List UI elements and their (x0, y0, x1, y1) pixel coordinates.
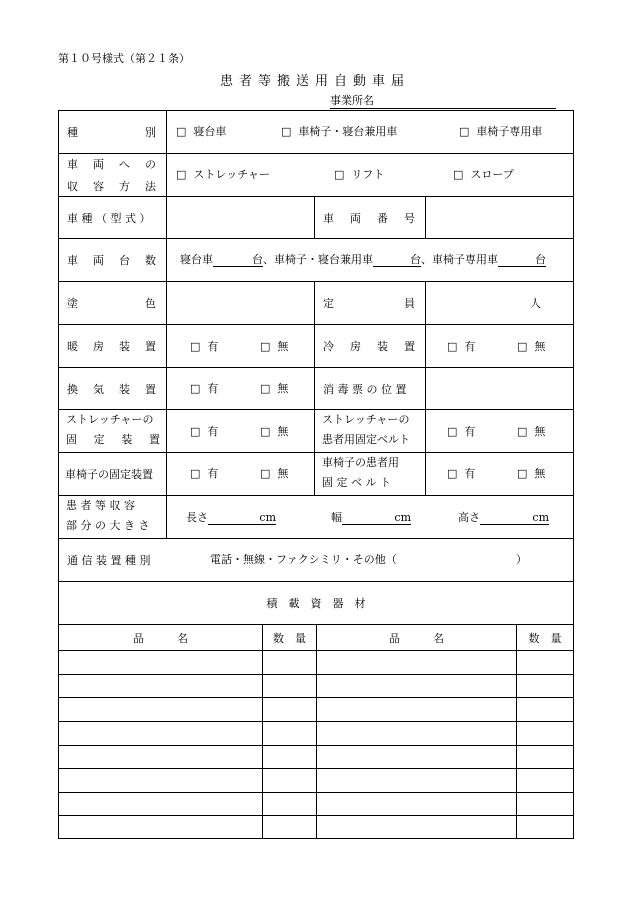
equipment-row[interactable] (59, 816, 573, 838)
quantity-header-left: 数 量 (273, 631, 306, 645)
checkbox-icon: □ (176, 125, 187, 138)
plate-number-field[interactable] (426, 197, 573, 238)
checkbox-icon: □ (447, 467, 458, 480)
form-number: 第１０号様式（第２１条） (58, 52, 190, 65)
wheelchair-fixing-label: 車椅子の固定装置 (65, 468, 153, 481)
cooling-no[interactable]: □ 無 (517, 340, 546, 353)
loading-option-slope[interactable]: □ スロープ (453, 168, 514, 181)
loading-option-lift[interactable]: □ リフト (334, 168, 385, 181)
checkbox-icon: □ (190, 340, 201, 353)
wheelchair-belt-label: 車椅子の患者用 固 定 ベ ル ト (322, 456, 399, 489)
loading-option-stretcher[interactable]: □ ストレッチャー (176, 168, 270, 181)
comm-device-options[interactable]: 電話・無線・ファクシミリ・その他（ (210, 553, 397, 566)
equipment-row[interactable] (59, 651, 573, 674)
heating-yes[interactable]: □ 有 (190, 340, 219, 353)
comm-device-closing: ） (516, 553, 527, 566)
item-name-header-left: 品 名 (133, 631, 188, 645)
compartment-size-label: 患 者 等 収 容 部 分 の 大 き さ (66, 499, 150, 532)
equipment-row[interactable] (59, 698, 573, 721)
equipment-row[interactable] (59, 675, 573, 697)
wheelchair-fixing-yes[interactable]: □ 有 (190, 467, 219, 480)
checkbox-icon: □ (517, 425, 528, 438)
stretcher-belt-yes[interactable]: □ 有 (447, 425, 476, 438)
checkbox-icon: □ (190, 382, 201, 395)
checkbox-icon: □ (459, 125, 470, 138)
length-blank: cm (208, 512, 276, 525)
checkbox-icon: □ (517, 467, 528, 480)
stretcher-fixing-no[interactable]: □ 無 (260, 425, 289, 438)
vehicle-count-fields[interactable]: 寝台車 台、車椅子・寝台兼用車 台、車椅子専用車 台 (180, 253, 546, 266)
checkbox-icon: □ (260, 425, 271, 438)
quantity-header-right: 数 量 (528, 631, 562, 645)
wheelchair-count-blank: 台 (498, 254, 546, 267)
checkbox-icon: □ (334, 168, 345, 181)
plate-number-label: 車 両 番 号 (323, 211, 415, 225)
checkbox-icon: □ (176, 168, 187, 181)
disinfection-tag-position-label: 消 毒 票 の 位 置 (323, 382, 407, 396)
height-blank: cm (480, 512, 549, 525)
wheelchair-belt-no[interactable]: □ 無 (517, 467, 546, 480)
paint-color-field[interactable] (167, 282, 314, 324)
checkbox-icon: □ (260, 467, 271, 480)
paint-color-label: 塗 色 (67, 297, 156, 310)
sleeper-count-blank: 台 (213, 254, 263, 267)
comm-device-label: 通 信 装 置 種 別 (67, 554, 151, 567)
heating-label: 暖 房 装 置 (67, 340, 156, 353)
ventilation-yes[interactable]: □ 有 (190, 382, 219, 395)
type-option-wheelchair-sleeper[interactable]: □ 車椅子・寝台兼用車 (281, 125, 398, 138)
type-option-sleeper[interactable]: □ 寝台車 (176, 125, 227, 138)
checkbox-icon: □ (447, 425, 458, 438)
cooling-label: 冷 房 装 置 (323, 340, 415, 353)
stretcher-belt-no[interactable]: □ 無 (517, 425, 546, 438)
equipment-row[interactable] (59, 722, 573, 745)
office-name-label: 事業所名 (330, 94, 374, 107)
model-label: 車 種 （ 型 式 ） (67, 211, 151, 225)
checkbox-icon: □ (453, 168, 464, 181)
dual-count-blank: 台 (373, 254, 421, 267)
document-title: 患者等搬送用自動車届 (219, 74, 410, 89)
wheelchair-fixing-no[interactable]: □ 無 (260, 467, 289, 480)
capacity-unit: 人 (530, 297, 541, 310)
ventilation-label: 換 気 装 置 (67, 382, 156, 396)
checkbox-icon: □ (281, 125, 292, 138)
checkbox-icon: □ (260, 382, 271, 395)
equipment-row[interactable] (59, 793, 573, 815)
disinfection-tag-position-field[interactable] (426, 368, 573, 409)
heating-no[interactable]: □ 無 (260, 340, 289, 353)
wheelchair-belt-yes[interactable]: □ 有 (447, 467, 476, 480)
stretcher-fixing-yes[interactable]: □ 有 (190, 425, 219, 438)
width-field[interactable]: 幅 cm (331, 511, 411, 524)
height-field[interactable]: 高さ cm (458, 511, 549, 524)
width-blank: cm (342, 512, 411, 525)
capacity-label: 定 員 (323, 297, 415, 310)
cooling-yes[interactable]: □ 有 (447, 340, 476, 353)
stretcher-fixing-label: ストレッチャーの 固 定 装 置 (66, 413, 160, 446)
type-label: 種 別 (67, 126, 156, 139)
stretcher-belt-label: ストレッチャーの 患者用固定ベルト (322, 413, 410, 446)
checkbox-icon: □ (190, 425, 201, 438)
type-option-wheelchair[interactable]: □ 車椅子専用車 (459, 125, 543, 138)
checkbox-icon: □ (260, 340, 271, 353)
checkbox-icon: □ (190, 467, 201, 480)
loading-label: 車 両 へ の 収 容 方 法 (67, 158, 156, 193)
checkbox-icon: □ (517, 340, 528, 353)
item-name-header-right: 品 名 (389, 631, 444, 645)
equipment-title: 積 載 資 器 材 (266, 597, 366, 610)
vehicle-count-label: 車 両 台 数 (67, 254, 156, 267)
ventilation-no[interactable]: □ 無 (260, 382, 289, 395)
checkbox-icon: □ (447, 340, 458, 353)
equipment-row[interactable] (59, 769, 573, 792)
model-field[interactable] (167, 197, 314, 238)
capacity-field[interactable] (426, 282, 573, 324)
length-field[interactable]: 長さ cm (186, 511, 276, 524)
equipment-row[interactable] (59, 746, 573, 768)
office-name-field[interactable] (330, 95, 556, 109)
